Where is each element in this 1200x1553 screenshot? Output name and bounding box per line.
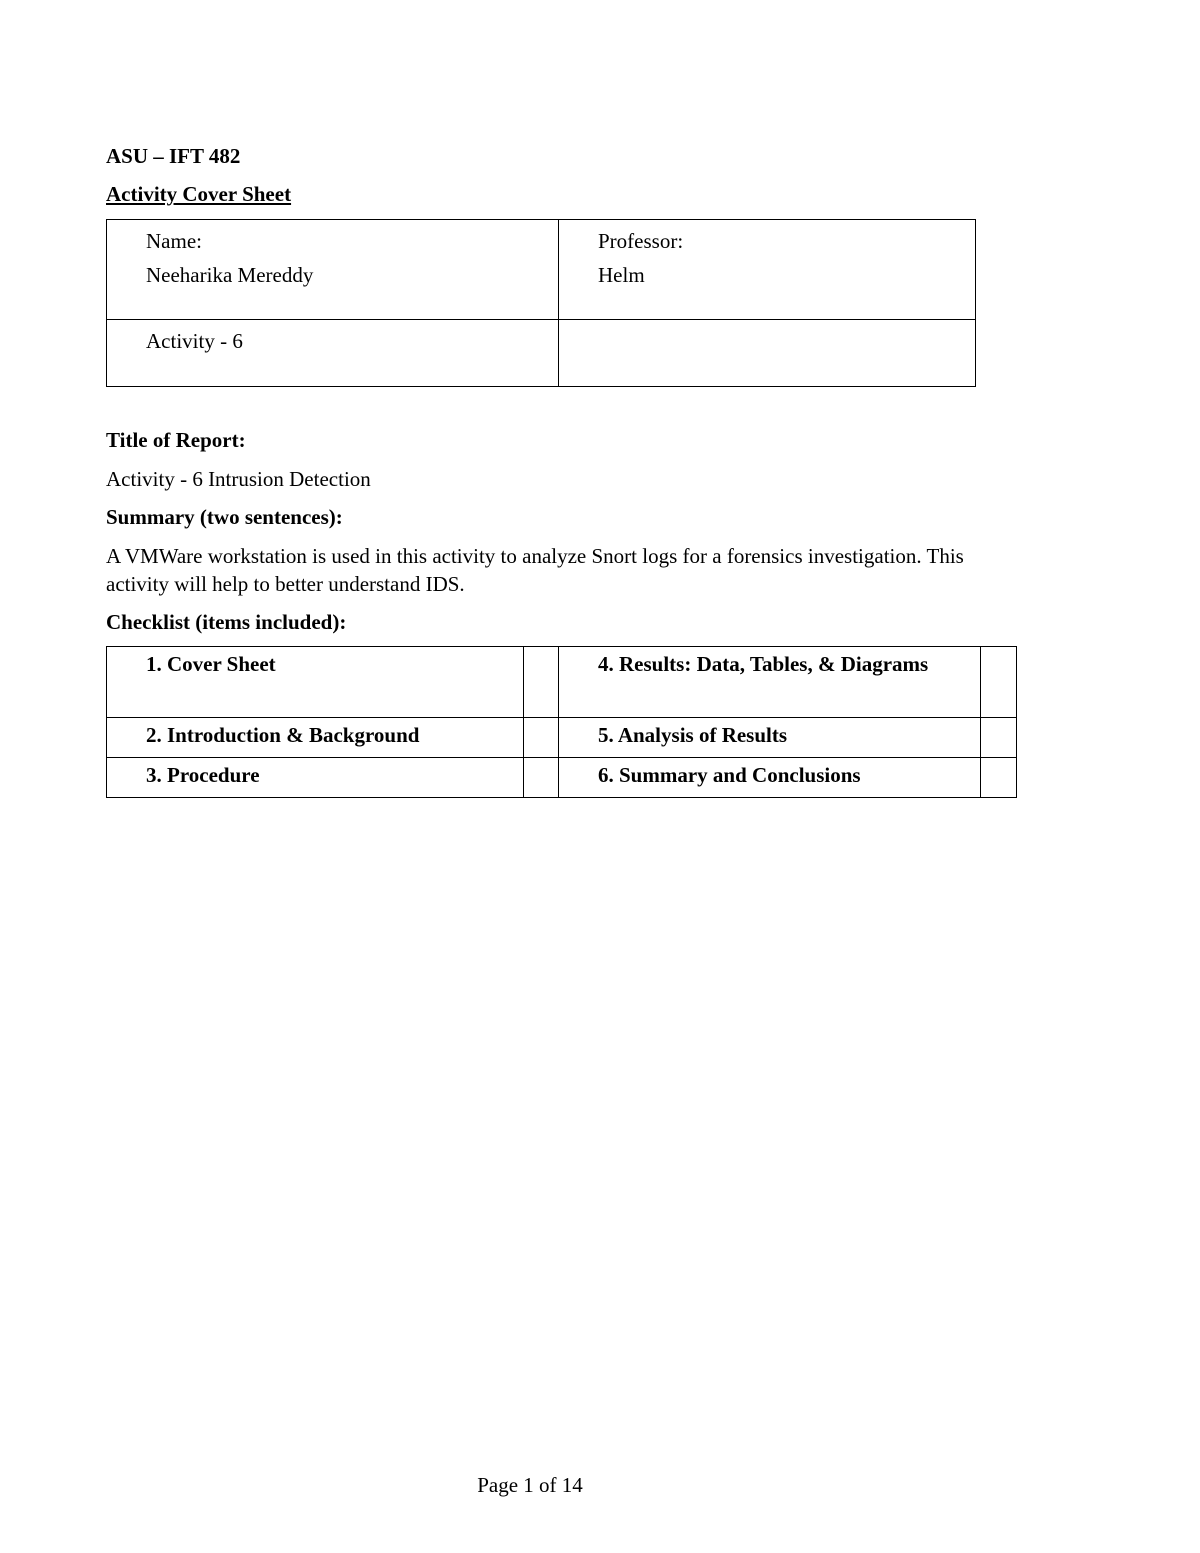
checklist-table <box>106 646 1017 798</box>
info-table <box>106 219 976 387</box>
checkbox-cell-2[interactable] <box>524 718 559 758</box>
summary-line-1: A VMWare workstation is used in this activity to analyze Snort logs for a forensics investigation. This <box>106 544 964 568</box>
name-value: Neeharika Mereddy <box>146 263 314 287</box>
checkbox-cell-3[interactable] <box>524 758 559 798</box>
checklist-item-5: 5. Analysis of Results <box>598 723 788 747</box>
checklist-item <box>107 647 524 718</box>
sheet-title: Activity Cover Sheet <box>106 182 292 206</box>
course-title: ASU – IFT 482 <box>106 144 241 168</box>
report-title-value: Activity - 6 Intrusion Detection <box>106 467 371 491</box>
professor-label: Professor: <box>598 229 684 253</box>
professor-cell <box>559 220 976 320</box>
report-title-heading: Title of Report: <box>106 428 246 452</box>
summary-line-2: activity will help to better understand IDS. <box>106 572 465 596</box>
name-cell <box>107 220 559 320</box>
checklist-item-1: 1. Cover Sheet <box>146 652 276 676</box>
checkbox-cell-1[interactable] <box>524 647 559 718</box>
activity-cell <box>107 320 559 387</box>
professor-value: Helm <box>598 263 645 287</box>
activity-value: Activity - 6 <box>146 329 243 353</box>
checklist-item <box>107 758 524 798</box>
checklist-heading: Checklist (items included): <box>106 610 347 634</box>
checklist-item <box>559 718 981 758</box>
checkbox-cell-5[interactable] <box>981 718 1017 758</box>
checklist-item-4: 4. Results: Data, Tables, & Diagrams <box>598 652 929 676</box>
empty-cell <box>559 320 976 387</box>
checklist-item <box>107 718 524 758</box>
checklist-item-2: 2. Introduction & Background <box>146 723 420 747</box>
checklist-item-6: 6. Summary and Conclusions <box>598 763 861 787</box>
summary-heading: Summary (two sentences): <box>106 505 343 529</box>
checklist-item <box>559 647 981 718</box>
checklist-item-3: 3. Procedure <box>146 763 260 787</box>
name-label: Name: <box>146 229 202 253</box>
page-number: Page 1 of 14 <box>477 1473 583 1497</box>
checkbox-cell-6[interactable] <box>981 758 1017 798</box>
checkbox-cell-4[interactable] <box>981 647 1017 718</box>
checklist-item <box>559 758 981 798</box>
